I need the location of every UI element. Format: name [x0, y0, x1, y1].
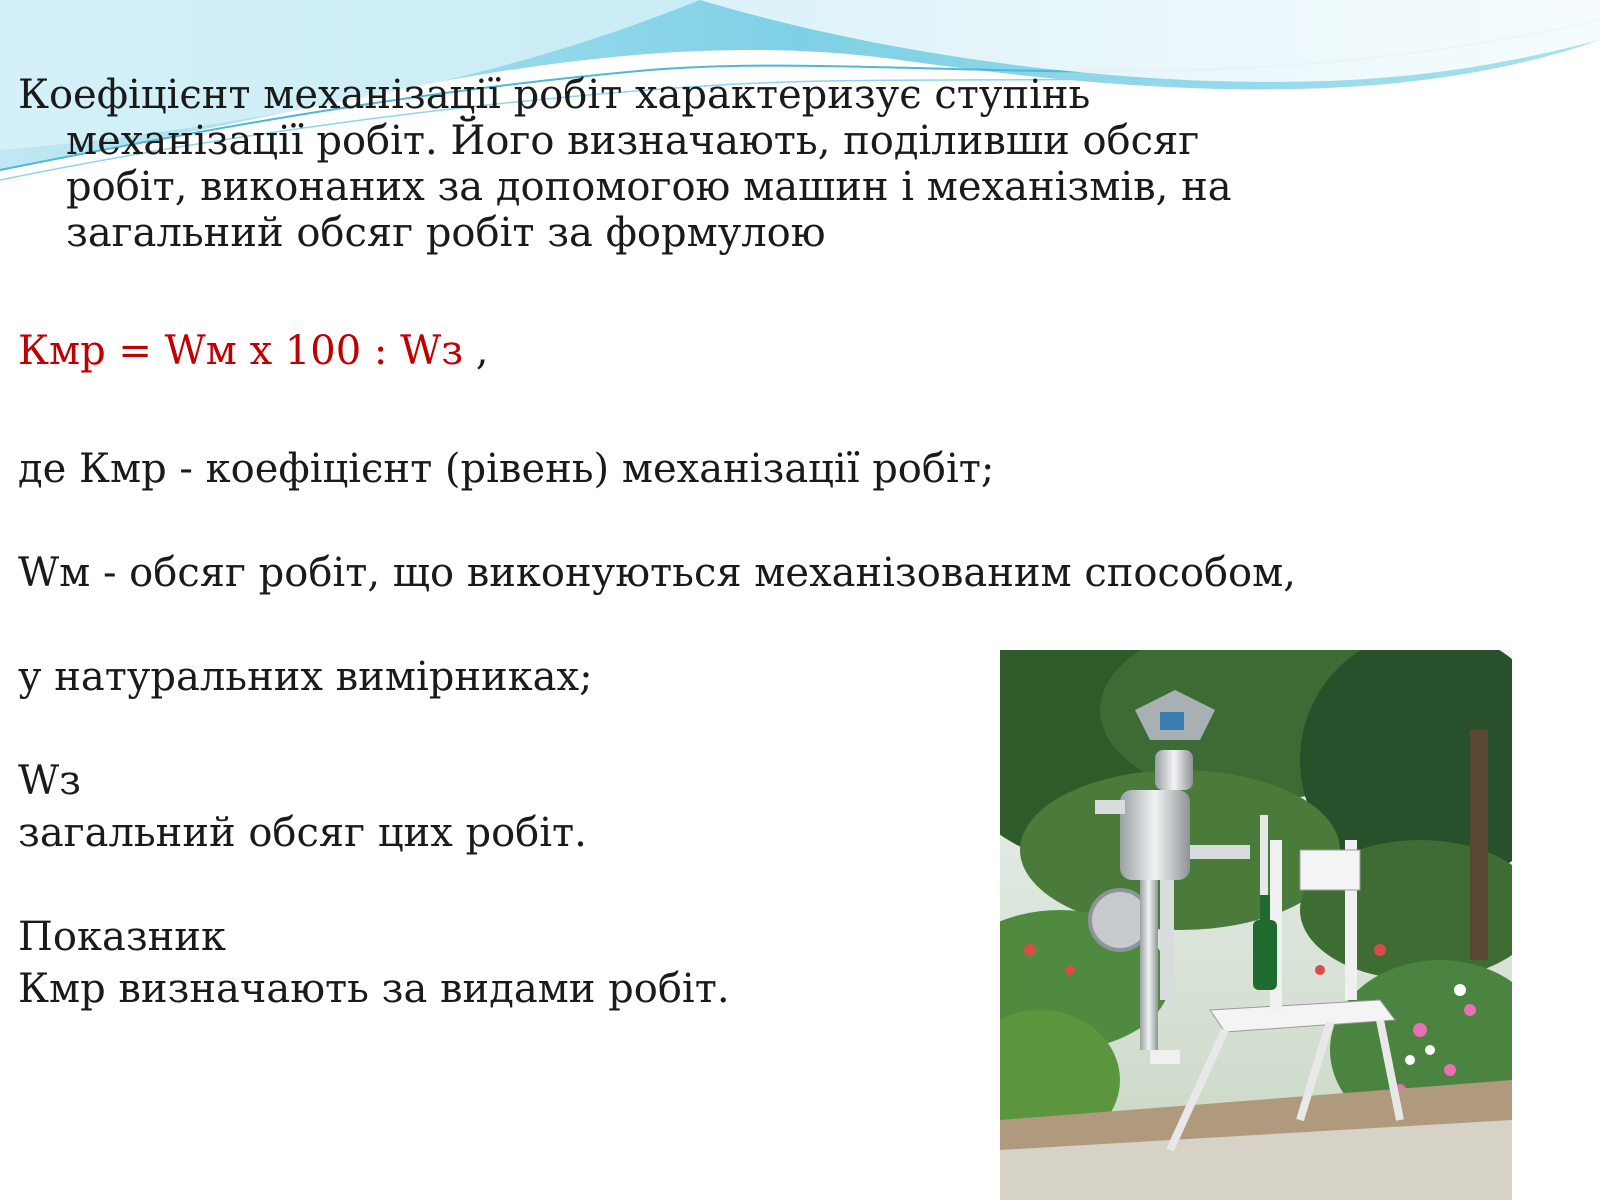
robot-sculpture-photo: [1000, 650, 1512, 1200]
definition-wz-symbol: Wз: [18, 758, 81, 804]
definition-units: у натуральних вимірниках;: [18, 654, 593, 700]
definition-kmr: де Кмр - коефіцієнт (рівень) механізації робіт;: [18, 446, 995, 492]
definition-wm: Wм - обсяг робіт, що виконуються механізованим способом,: [18, 550, 1296, 596]
formula-line: [18, 328, 1298, 374]
intro-paragraph: Коефіцієнт механізації робіт характеризує ступінь механізації робіт. Його визначають, поділивши обсяг робіт, виконаних за допомогою машин і механізмів, на загальний обсяг робіт за формулою: [18, 72, 1232, 256]
formula-tail: ,: [463, 328, 489, 374]
definition-wz-text: загальний обсяг цих робіт.: [18, 810, 587, 856]
indicator-line-1: Показник: [18, 914, 226, 960]
indicator-line-2: Кмр визначають за видами робіт.: [18, 966, 730, 1012]
formula-expression: Кмр = Wм х 100 : Wз: [18, 328, 464, 374]
